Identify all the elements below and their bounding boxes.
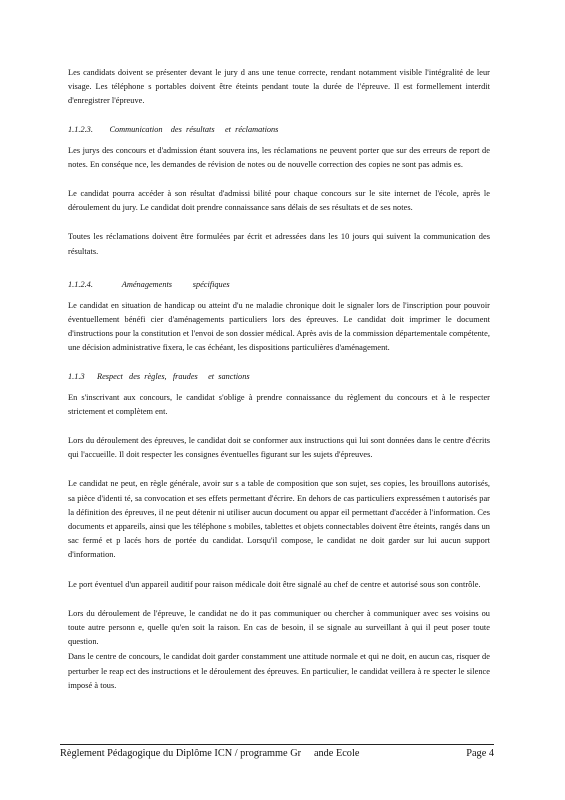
- paragraph-registration: En s'inscrivant aux concours, le candidat s'oblige à prendre connaissance du règlement du concours et à le respecter strictement et complètem ent.: [68, 392, 490, 416]
- page-footer: [60, 744, 494, 761]
- document-body: [68, 66, 490, 708]
- paragraph-communication: Lors du déroulement de l'épreuve, le candidat ne do it pas communiquer ou chercher à communiquer avec ses voisins ou toute autre personn e, quelle qu'en soit la raison. En cas de besoin, il se signale au surveillant à qui il peut poser toute question.: [68, 608, 490, 647]
- paragraph-hearing-aid: Le port éventuel d'un appareil auditif pour raison médicale doit être signalé au chef de centre et autorisé sous son contrôle.: [68, 579, 481, 589]
- paragraph-behavior: Dans le centre de concours, le candidat doit garder constamment une attitude normale et qui ne doit, en aucun cas, risquer de perturber le reap ect des instructions et le déroulement des épreuves. En particulier, le candidat veillera à re specter le silence imposé à tous.: [68, 652, 490, 690]
- paragraph-complaints: Toutes les réclamations doivent être formulées par écrit et adressées dans les 10 jours qui suivent la communication des résultats.: [68, 232, 490, 256]
- page-number: Page 4: [466, 748, 494, 759]
- paragraph-juries: Les jurys des concours et d'admission étant souvera ins, les réclamations ne peuvent porter que sur des erreurs de report de notes. En conséque nce, les demandes de révision de notes ou de nouvelle correction des copies ne sont pas admis es.: [68, 145, 490, 169]
- paragraph-results-access: Le candidat pourra accéder à son résultat d'admissi bilité pour chaque concours sur le site internet de l'école, après le déroulement du jury. Le candidat doit prendre connaissance sans délais de ses résultats et de ses notes.: [68, 189, 490, 213]
- paragraph-handicap: Le candidat en situation de handicap ou atteint d'u ne maladie chronique doit le signaler lors de l'inscription pour pouvoir éventuellement bénéfi cier d'aménagements particuliers lors des épreuves. Le candidat doit imprimer le document d'instructions pour la constitution et l'envoi de son dossier médical. Après avis de la commission départementale compétente, une décision administrative fixera, le cas échéant, les dispositions particulières d'aménagement.: [68, 300, 490, 353]
- paragraph-table-items: Le candidat ne peut, en règle générale, avoir sur s a table de composition que son sujet, ses copies, les brouillons autorisés, sa pièce d'identi té, sa convocation et ses effets permettant d'écrire. En dehors de cas particuliers expressémen t autorisés par la définition des épreuves, il ne peut détenir ni utiliser aucun document ou appar eil permettant d'accéder à l'information. Ces documents et appareils, ainsi que les téléphone s mobiles, tablettes et objets connectables doivent être éteints, rangés dans un sac fermé et p lacés hors de portée du candidat. Lorsqu'il compose, le candidat ne doit garder sur lui aucun support d'information.: [68, 479, 490, 560]
- paragraph-conduct: Les candidats doivent se présenter devant le jury d ans une tenue correcte, rendant notamment visible l'intégralité de leur visage. Les téléphone s portables doivent être éteints pendant toute la durée de l'épreuve. Il est formellement interdit d'enregistrer l'épreuve.: [68, 68, 490, 106]
- section-heading-rules: 1.1.3 Respect des règles, fraudes et sanctions: [68, 371, 250, 381]
- section-heading-accommodations: 1.1.2.4. Aménagements spécifiques: [68, 279, 230, 289]
- section-heading-results: 1.1.2.3. Communication des résultats et réclamations: [68, 124, 279, 134]
- paragraph-instructions: Lors du déroulement des épreuves, le candidat doit se conformer aux instructions qui lui sont données dans le centre d'écrits qui l'accueille. Il doit respecter les consignes éventuelles figurant sur les sujets d'épreuves.: [68, 436, 490, 460]
- footer-title: Règlement Pédagogique du Diplôme ICN / programme Gr ande Ecole: [60, 748, 360, 759]
